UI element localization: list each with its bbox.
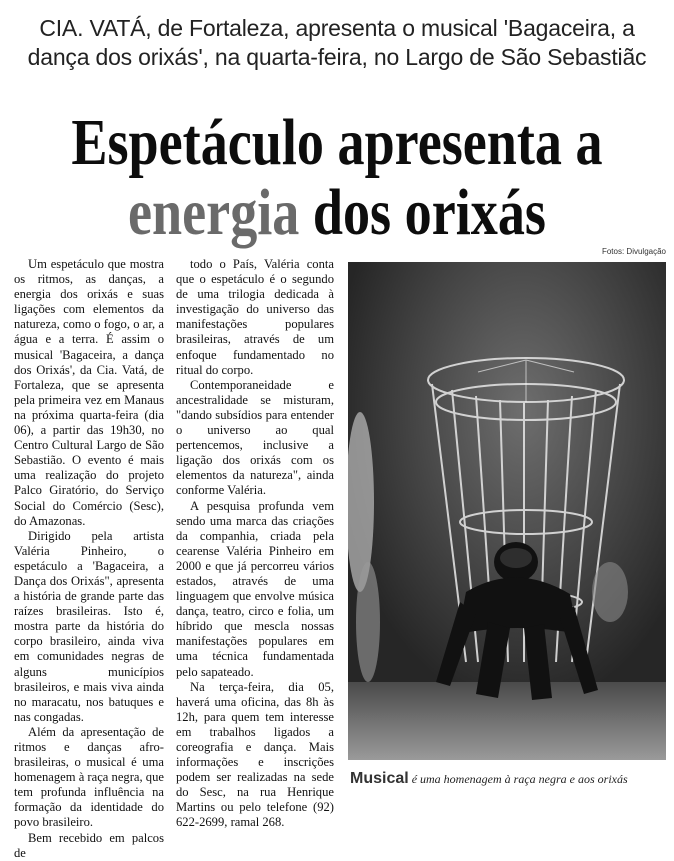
paragraph: Dirigido pela artista Valéria Pinheiro, o espetáculo a 'Bagaceira, a Dança dos Orixás", apresenta a história de grande parte das raízes brasileiras. Isto é, mostra parte da história do corpo brasileiro, ainda viva em comunidades negras de alguns municípios brasileiros, e mais viva ainda no maracatu, nos batuques e nas congadas. — [14, 528, 164, 724]
paragraph: Na terça-feira, dia 05, haverá uma oficina, das 8h às 12h, para quem tem interesse em trabalhos ligados a coreografia e dança. Mais informações e inscrições podem ser realizadas na sede do Sesc, na rua Henrique Martins ou pelo telefone (92) 622-2699, ramal 268. — [176, 679, 334, 830]
paragraph: Além da apresentação de ritmos e danças afro-brasileiras, o musical é uma homenagem à raça negra, que tem profunda influência na formação da identidade do povo brasileiro. — [14, 724, 164, 830]
headline — [61, 108, 614, 248]
paragraph: Bem recebido em palcos de — [14, 830, 164, 860]
caption-lead: Musical — [350, 770, 409, 787]
photo-credit: Fotos: Divulgação — [601, 247, 666, 256]
paragraph: A pesquisa profunda vem sendo uma marca das criações da companhia, criada pela cearense Valéria Pinheiro em 2000 e que já percorreu vários estados, através de uma linguagem que envolve música dança, teatro, circo e folia, um híbrido que mescla nossas manifestações populares em uma técnica fundamentada pelo sapateado. — [176, 498, 334, 679]
photo-caption — [350, 770, 668, 788]
headline-line-2 — [61, 178, 614, 248]
kicker — [0, 14, 674, 72]
paragraph: todo o País, Valéria conta que o espetáculo é o segundo de uma trilogia dedicada à investigação do universo das manifestações populares brasileiras, através de um enfoque fundamentado no ritual do corpo. — [176, 257, 334, 377]
caption-text: é uma homenagem à raça negra e aos orixás — [408, 772, 628, 786]
paragraph: Contemporaneidade e ancestralidade se misturam, "dando subsídios para entender o universo ao qual pertencemos, inclusive a ligação dos orixás com os elementos da natureza", ainda conforme Valéria. — [176, 377, 334, 498]
article-column-1 — [14, 257, 164, 861]
headline-dos-orixas: dos orixás — [299, 176, 546, 249]
paragraph: Um espetáculo que mostra os ritmos, as danças, a energia dos orixás e suas ligações com elementos da natureza, como o fogo, o ar, a água e a terra. É assim o musical 'Bagaceira, a dança dos Orixás', da Cia. Vatá, de Fortaleza, que se apresenta pela primeira vez em Manaus na próxima quarta-feira (dia 06), a partir das 19h30, no Centro Cultural Largo de São Sebastião. O evento é mais uma realização do projeto Palco Giratório, do Serviço Social do Comércio (Sesc), do Amazonas. — [14, 257, 164, 528]
headline-energia: energia — [128, 176, 300, 249]
dancer-photo — [348, 262, 666, 760]
article-column-2 — [176, 257, 334, 831]
kicker-line-2: dança dos orixás', na quarta-feira, no Largo de São Sebastiãc — [27, 44, 647, 70]
dancer-photo-icon — [348, 262, 666, 760]
headline-line-1: Espetáculo apresenta a — [71, 106, 603, 179]
kicker-line-1: CIA. VATÁ, de Fortaleza, apresenta o musical 'Bagaceira, a — [39, 15, 635, 41]
